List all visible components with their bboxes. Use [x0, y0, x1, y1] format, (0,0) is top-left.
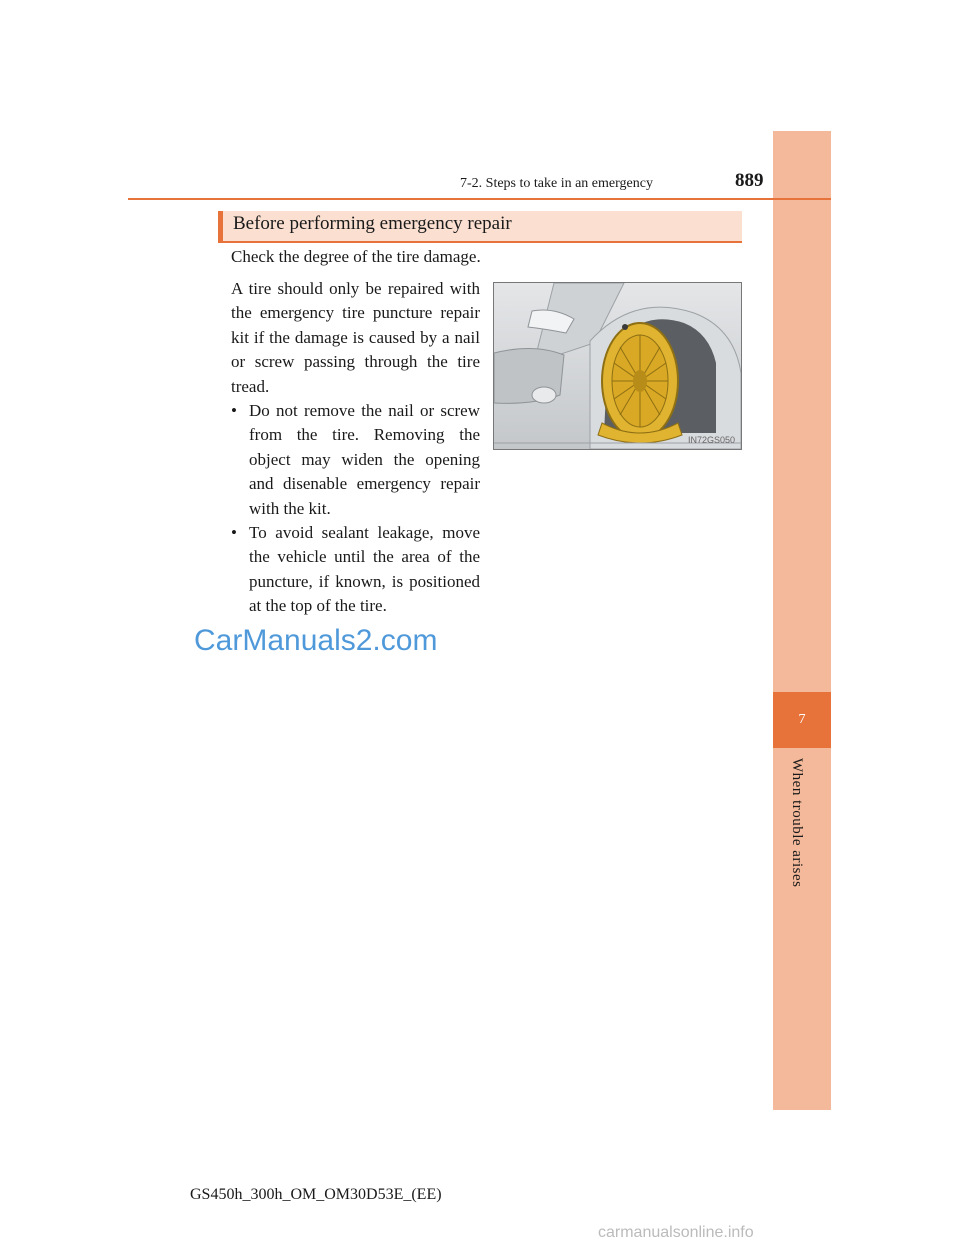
chapter-number: 7	[773, 692, 831, 748]
wheel-hub-icon	[633, 370, 647, 392]
bullet-icon: •	[231, 401, 237, 421]
footer-model-code: GS450h_300h_OM_OM30D53E_(EE)	[190, 1186, 442, 1203]
bullet-icon: •	[231, 523, 237, 543]
section-heading-box	[218, 211, 742, 241]
list-item	[231, 521, 480, 619]
footer-site-watermark: carmanualsonline.info	[598, 1224, 754, 1241]
section-title: Before performing emergency repair	[233, 213, 512, 234]
bullet-list	[231, 399, 480, 619]
tire-illustration	[493, 282, 742, 450]
chapter-side-tab	[773, 131, 831, 1110]
lead-text: Check the degree of the tire damage.	[231, 247, 481, 266]
bullet-text: Do not remove the nail or screw from the tire. Removing the object may widen the opening and disenable emergency repair with the kit.	[249, 401, 480, 518]
bullet-text: To avoid sealant leakage, move the vehicle until the area of the puncture, if known, is positioned at the top of the tire.	[249, 523, 480, 616]
fog-light-icon	[532, 387, 556, 403]
header-divider	[128, 198, 831, 200]
nail-icon	[622, 324, 628, 330]
body-column	[231, 277, 480, 619]
section-header: 7-2. Steps to take in an emergency	[460, 176, 653, 191]
tire-damage-illustration-svg	[494, 283, 741, 449]
figure-code: IN72GS050	[687, 435, 735, 445]
page-number: 889	[735, 170, 764, 191]
list-item	[231, 399, 480, 521]
chapter-title: When trouble arises	[789, 758, 805, 888]
body-paragraph: A tire should only be repaired with the emergency tire puncture repair kit if the damage is caused by a nail or screw passing through the tire tread.	[231, 279, 480, 396]
watermark-logo: CarManuals2.com	[194, 624, 438, 657]
